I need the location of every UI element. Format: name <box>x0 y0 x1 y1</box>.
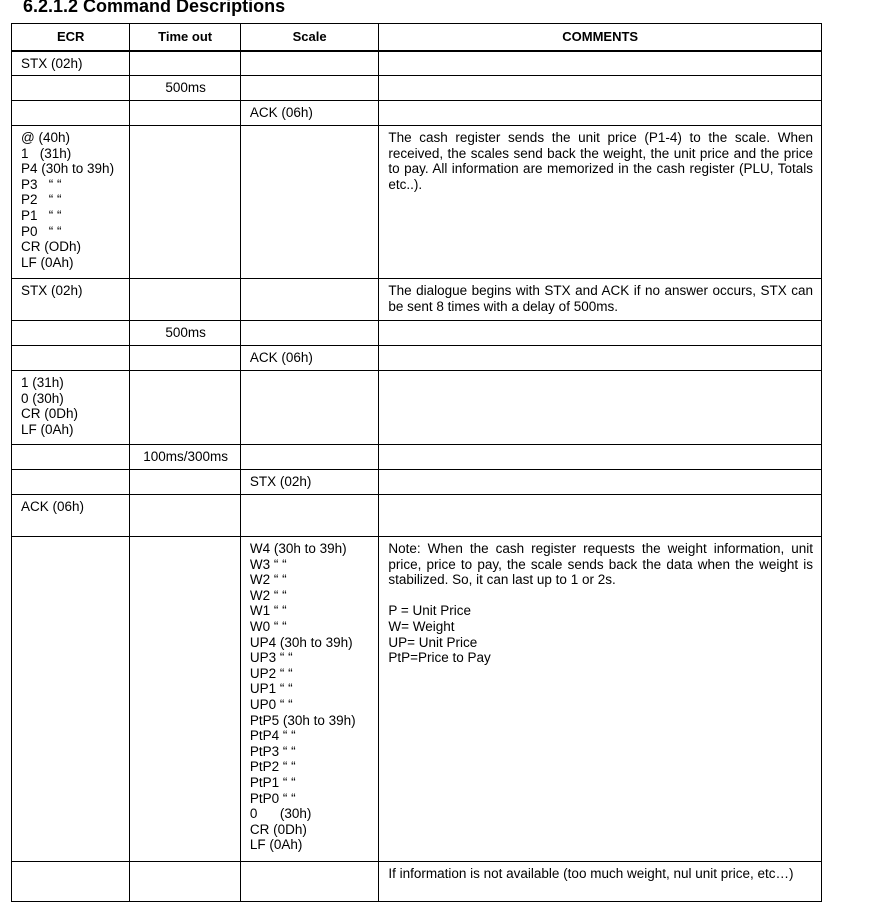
scale-line: UP3 “ “ <box>249 650 293 666</box>
ecr-cell <box>12 346 130 371</box>
timeout-value: 100ms/300ms <box>143 449 229 464</box>
comments-cell <box>379 495 822 537</box>
comments-cell <box>379 470 822 495</box>
comments-cell <box>379 862 822 902</box>
timeout-cell <box>130 371 240 445</box>
scale-line: W1 “ “ <box>249 603 287 619</box>
ecr-cell <box>12 371 130 445</box>
ecr-line: LF (0Ah) <box>21 421 74 437</box>
comments-cell <box>379 101 822 126</box>
ecr-line: LF (0Ah) <box>21 254 74 270</box>
scale-cell <box>240 537 379 862</box>
timeout-cell <box>130 51 240 76</box>
ecr-line: P2 “ “ <box>21 192 62 208</box>
table-row <box>12 470 822 495</box>
scale-cell <box>240 862 379 902</box>
ecr-cell <box>12 862 130 902</box>
timeout-cell <box>130 445 240 470</box>
comments-cell <box>379 321 822 346</box>
table-row <box>12 495 822 537</box>
command-table <box>11 23 822 902</box>
timeout-cell <box>130 126 240 279</box>
scale-line: PtP5 (30h to 39h) <box>249 712 356 728</box>
timeout-cell <box>130 101 240 126</box>
table-row <box>12 279 822 321</box>
scale-cell <box>240 321 379 346</box>
column-header-scale: Scale <box>240 24 379 51</box>
timeout-cell <box>130 470 240 495</box>
scale-cell <box>240 76 379 101</box>
scale-line: CR (0Dh) <box>249 821 307 837</box>
scale-line: STX (02h) <box>249 474 312 489</box>
timeout-cell <box>130 862 240 902</box>
ecr-line: 0 (30h) <box>21 390 64 406</box>
timeout-cell <box>130 346 240 371</box>
comments-cell <box>379 445 822 470</box>
ecr-line: @ (40h) <box>21 130 70 145</box>
ecr-line: ACK (06h) <box>21 499 85 514</box>
scale-cell <box>240 51 379 76</box>
table-row <box>12 321 822 346</box>
table-row <box>12 126 822 279</box>
comments-cell <box>379 76 822 101</box>
scale-cell <box>240 470 379 495</box>
ecr-line: 1 (31h) <box>21 145 72 161</box>
comments-cell <box>379 51 822 76</box>
ecr-cell <box>12 126 130 279</box>
timeout-cell <box>130 76 240 101</box>
timeout-value: 500ms <box>165 80 206 95</box>
scale-line: PtP0 “ “ <box>249 790 296 806</box>
section-heading: 6.2.1.2 Command Descriptions <box>23 0 286 16</box>
comments-cell <box>379 371 822 445</box>
scale-line: W3 “ “ <box>249 556 287 572</box>
scale-line: PtP3 “ “ <box>249 743 296 759</box>
table-row <box>12 537 822 862</box>
scale-line: UP0 “ “ <box>249 696 293 712</box>
scale-line: PtP1 “ “ <box>249 774 296 790</box>
table-row <box>12 101 822 126</box>
scale-line: LF (0Ah) <box>249 837 303 853</box>
ecr-line: P0 “ “ <box>21 223 62 239</box>
ecr-line: P1 “ “ <box>21 207 62 223</box>
column-header-comments: COMMENTS <box>379 24 822 51</box>
timeout-value: 500ms <box>165 325 206 340</box>
scale-cell <box>240 495 379 537</box>
scale-cell <box>240 445 379 470</box>
comment-text: P = Unit Price <box>388 603 472 619</box>
scale-line: W4 (30h to 39h) <box>249 541 347 556</box>
comment-text: Note: When the cash register requests the weight information, unit price, price to pay, the scale sends back the data when the weight is stabilized. So, it can last up to 1 or 2s. <box>388 541 813 588</box>
scale-line: ACK (06h) <box>249 105 313 120</box>
comments-cell <box>379 279 822 321</box>
table-row <box>12 51 822 76</box>
scale-line: W0 “ “ <box>249 618 287 634</box>
scale-line: UP1 “ “ <box>249 681 293 697</box>
table-row <box>12 862 822 902</box>
timeout-cell <box>130 495 240 537</box>
comment-text: The dialogue begins with STX and ACK if no answer occurs, STX can be sent 8 times with a delay of 500ms. <box>388 283 813 314</box>
ecr-cell <box>12 101 130 126</box>
scale-cell <box>240 346 379 371</box>
scale-line: PtP2 “ “ <box>249 759 296 775</box>
column-header-ecr: ECR <box>12 24 130 51</box>
table-row <box>12 76 822 101</box>
ecr-line: P4 (30h to 39h) <box>21 161 115 177</box>
comment-text: If information is not available (too much weight, nul unit price, etc…) <box>388 866 794 881</box>
column-header-timeout: Time out <box>130 24 240 51</box>
scale-line: W2 “ “ <box>249 587 287 603</box>
scale-cell <box>240 279 379 321</box>
ecr-line: CR (0Dh) <box>21 406 79 422</box>
table-row <box>12 371 822 445</box>
ecr-line: CR (ODh) <box>21 239 81 255</box>
ecr-line: 1 (31h) <box>21 375 64 390</box>
scale-line: UP4 (30h to 39h) <box>249 634 353 650</box>
ecr-cell <box>12 76 130 101</box>
scale-line: UP2 “ “ <box>249 665 293 681</box>
ecr-cell <box>12 51 130 76</box>
table-body <box>12 51 822 902</box>
ecr-cell <box>12 445 130 470</box>
comments-cell <box>379 126 822 279</box>
comments-cell <box>379 537 822 862</box>
timeout-cell <box>130 279 240 321</box>
comments-cell <box>379 346 822 371</box>
ecr-cell <box>12 470 130 495</box>
comment-text: UP= Unit Price <box>388 634 478 650</box>
comment-text: PtP=Price to Pay <box>388 650 491 666</box>
timeout-cell <box>130 321 240 346</box>
scale-line: ACK (06h) <box>249 350 313 365</box>
scale-line: 0 (30h) <box>249 806 312 822</box>
comment-text: W= Weight <box>388 618 455 634</box>
timeout-cell <box>130 537 240 862</box>
ecr-cell <box>12 537 130 862</box>
scale-line: W2 “ “ <box>249 572 287 588</box>
scale-cell <box>240 371 379 445</box>
scale-cell <box>240 101 379 126</box>
ecr-line: STX (02h) <box>21 283 83 298</box>
ecr-line: STX (02h) <box>21 55 83 71</box>
ecr-cell <box>12 321 130 346</box>
ecr-cell <box>12 495 130 537</box>
comment-text: The cash register sends the unit price (P1-4) to the scale. When received, the scales send back the weight, the unit price and the price to pay. All information are memorized in the cash register (PLU, Totals etc..). <box>388 130 813 192</box>
scale-cell <box>240 126 379 279</box>
ecr-line: P3 “ “ <box>21 176 62 192</box>
ecr-cell <box>12 279 130 321</box>
table-row <box>12 346 822 371</box>
table-row <box>12 445 822 470</box>
scale-line: PtP4 “ “ <box>249 728 296 744</box>
